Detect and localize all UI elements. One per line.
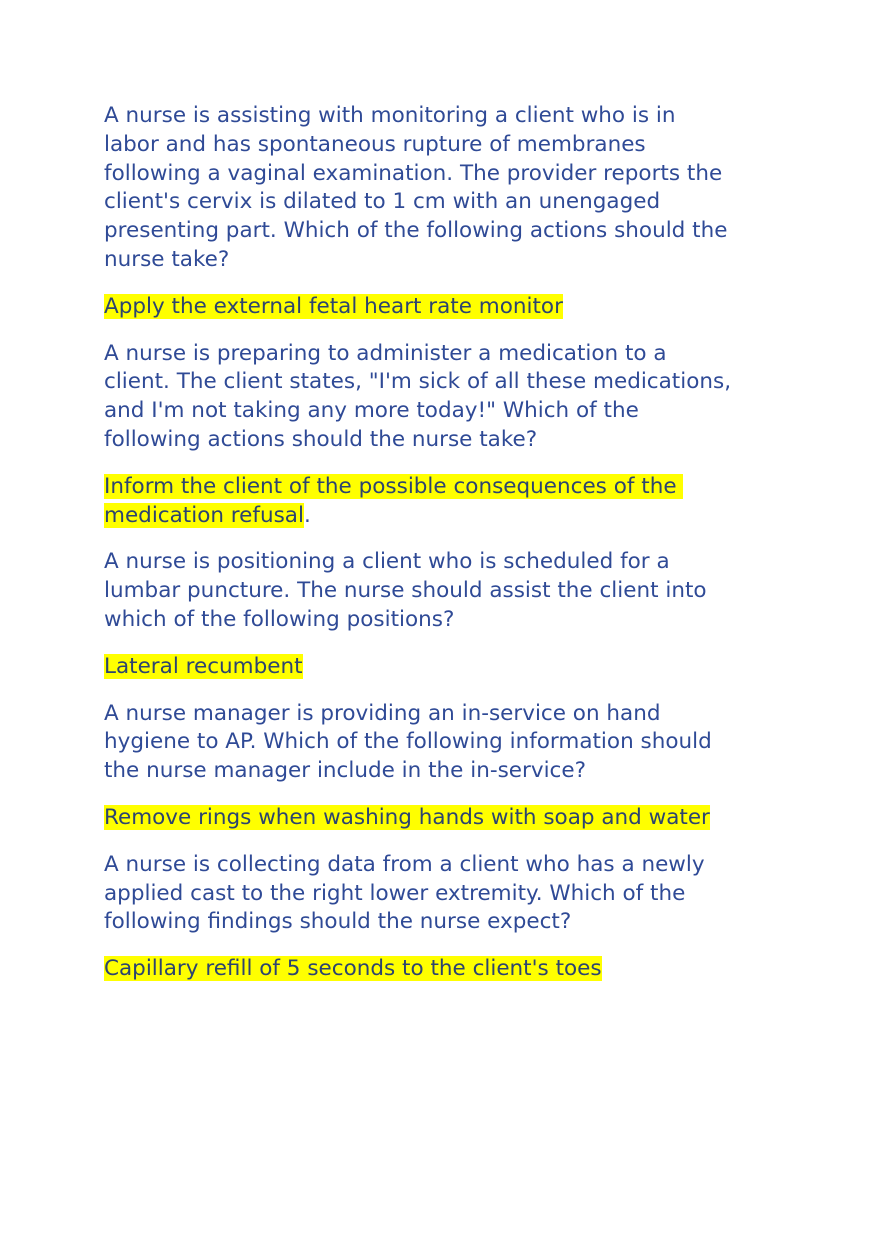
- answer-suffix: .: [303, 502, 311, 528]
- question-line: the nurse manager include in the in-service?: [104, 758, 587, 784]
- answer-line: [104, 293, 880, 322]
- question-line: client's cervix is dilated to 1 cm with an unengaged: [104, 189, 661, 215]
- question-line: following a vaginal examination. The provider reports the: [104, 160, 723, 186]
- question-line: which of the following positions?: [104, 606, 455, 632]
- answer-line: [104, 653, 880, 682]
- question-line: applied cast to the right lower extremity. Which of the: [104, 880, 686, 906]
- highlighted-answer: Apply the external fetal heart rate monitor: [104, 293, 563, 319]
- highlighted-answer: Remove rings when washing hands with soap and water: [104, 804, 710, 830]
- answer-paragraph: [104, 804, 880, 833]
- question-line: labor and has spontaneous rupture of membranes: [104, 131, 646, 157]
- question-line: following findings should the nurse expect?: [104, 909, 572, 935]
- answer-line: [104, 804, 880, 833]
- question-line: A nurse is positioning a client who is scheduled for a: [104, 549, 670, 575]
- question-line: client. The client states, "I'm sick of all these medications,: [104, 369, 732, 395]
- question-line: hygiene to AP. Which of the following information should: [104, 729, 712, 755]
- answer-paragraph: [104, 955, 880, 984]
- answer-paragraph: [104, 473, 880, 531]
- highlighted-answer: Capillary refill of 5 seconds to the client's toes: [104, 956, 602, 982]
- question-paragraph: [104, 851, 880, 937]
- question-paragraph: [104, 548, 880, 634]
- question-paragraph: [104, 340, 880, 455]
- answer-line: [104, 473, 880, 502]
- question-line: following actions should the nurse take?: [104, 426, 538, 452]
- highlighted-answer: medication refusal: [104, 502, 304, 528]
- answer-line: [104, 955, 880, 984]
- highlighted-answer: Lateral recumbent: [104, 653, 303, 679]
- question-line: A nurse is assisting with monitoring a client who is in: [104, 103, 676, 128]
- answer-line: [104, 502, 880, 531]
- question-paragraph: [104, 102, 880, 275]
- highlighted-answer: Inform the client of the possible consequences of the: [104, 473, 684, 499]
- question-line: A nurse is preparing to administer a medication to a: [104, 340, 667, 366]
- question-line: A nurse is collecting data from a client who has a newly: [104, 851, 705, 877]
- question-line: A nurse manager is providing an in-service on hand: [104, 700, 661, 726]
- question-line: lumbar puncture. The nurse should assist the client into: [104, 578, 707, 604]
- question-line: nurse take?: [104, 246, 230, 272]
- answer-paragraph: [104, 653, 880, 682]
- question-line: presenting part. Which of the following actions should the: [104, 218, 728, 244]
- answer-paragraph: [104, 293, 880, 322]
- question-paragraph: [104, 700, 880, 786]
- question-line: and I'm not taking any more today!" Which of the: [104, 398, 639, 424]
